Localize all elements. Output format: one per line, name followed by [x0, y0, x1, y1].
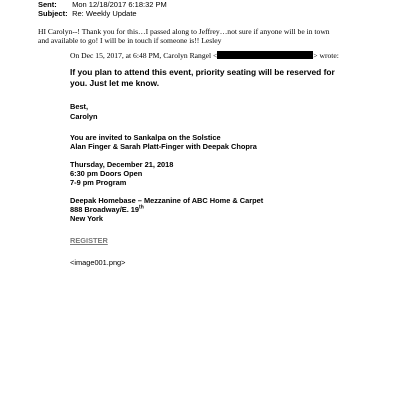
city: New York [70, 214, 103, 223]
quoted-intro-prefix: On Dec 15, 2017, at 6:48 PM, Carolyn Rangel < [70, 51, 218, 60]
address-sup: th [139, 204, 144, 211]
subject-row [38, 9, 137, 18]
address [70, 205, 144, 214]
invite-line-1: You are invited to Sankalpa on the Solstice [70, 133, 221, 142]
subject-value: Re: Weekly Update [72, 9, 137, 18]
event-doors: 6:30 pm Doors Open [70, 169, 143, 178]
quoted-intro [70, 51, 339, 60]
invite-line-2: Alan Finger & Sarah Platt-Finger with Deepak Chopra [70, 142, 257, 151]
event-program: 7-9 pm Program [70, 178, 127, 187]
subject-label: Subject: [38, 9, 68, 18]
sent-row [38, 0, 167, 9]
image-reference: <image001.png> [70, 258, 126, 267]
reply-line-1: HI Carolyn--! Thank you for this…I passed along to Jeffrey…not sure if anyone will be in town [38, 27, 330, 36]
closing: Best, [70, 102, 89, 111]
quoted-intro-suffix: > wrote: [313, 51, 339, 60]
quoted-message-line-2: you. Just let me know. [70, 78, 160, 88]
reply-line-2: and available to go! I will be in touch if someone is!! Lesley [38, 36, 222, 45]
sent-label: Sent: [38, 0, 57, 9]
register-link[interactable]: REGISTER [70, 236, 108, 245]
sent-value: Mon 12/18/2017 6:18:32 PM [72, 0, 167, 9]
quoted-message-line-1: If you plan to attend this event, priority seating will be reserved for [70, 67, 335, 77]
venue: Deepak Homebase – Mezzanine of ABC Home & Carpet [70, 196, 264, 205]
address-main: 888 Broadway/E. 19 [70, 205, 140, 214]
event-date: Thursday, December 21, 2018 [70, 160, 174, 169]
signature: Carolyn [70, 112, 98, 121]
redaction-block [217, 51, 313, 59]
